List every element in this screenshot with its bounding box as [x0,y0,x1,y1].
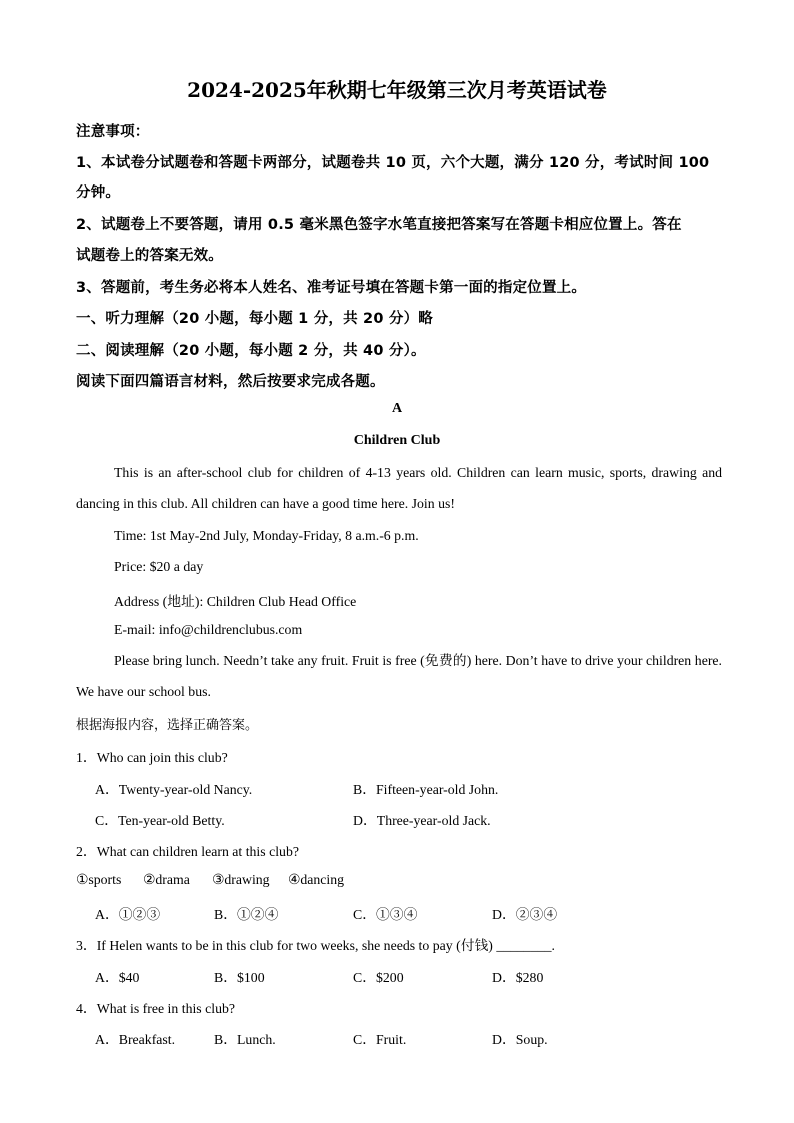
reading-instruction: 阅读下面四篇语言材料，然后按要求完成各题。 [76,374,385,390]
question-3-option-a[interactable]: A．$40 [95,970,140,985]
passage-heading: Children Club [353,433,441,448]
question-2-option-d[interactable]: D．②③④ [492,907,558,922]
notice-item-1-line-2: 分钟。 [76,185,121,201]
question-2-item-drawing: ③drawing [212,872,270,887]
notice-item-1-line-1: 1、本试卷分试题卷和答题卡两部分，试题卷共 10 页，六个大题，满分 120 分，考试时间 100 [76,155,710,171]
notice-item-3: 3、答题前，考生务必将本人姓名、准考证号填在答题卡第一面的指定位置上。 [76,280,587,296]
section-reading: 二、阅读理解（20 小题，每小题 2 分，共 40 分）。 [76,343,426,359]
notice-heading: 注意事项： [76,124,150,140]
question-2-option-c[interactable]: C．①③④ [353,907,418,922]
questions-instruction: 根据海报内容，选择正确答案。 [76,718,259,733]
question-4-stem: 4．What is free in this club? [76,1001,236,1016]
passage-note: Please bring lunch. Needn’t take any fruit. Fruit is free (免费的) here. Don’t have to drive your children here. We have our school bus. [76,653,722,699]
question-4-option-d[interactable]: D．Soup. [492,1032,548,1047]
question-2-item-sports: ①sports [76,872,122,887]
passage-email: E-mail: info@childrenclubus.com [114,622,303,637]
question-3-option-b[interactable]: B．$100 [214,970,265,985]
passage-intro: This is an after-school club for children of 4-13 years old. Children can learn music, sports, drawing and dancing in this club. All children can have a good time here. Join us! [76,465,722,511]
question-3-option-d[interactable]: D．$280 [492,970,544,985]
section-listening: 一、听力理解（20 小题，每小题 1 分，共 20 分）略 [76,311,433,327]
question-1-option-a[interactable]: A．Twenty-year-old Nancy. [95,782,253,797]
question-2-option-a[interactable]: A．①②③ [95,907,161,922]
passage-time: Time: 1st May-2nd July, Monday-Friday, 8 a.m.-6 p.m. [114,528,419,543]
notice-item-2-line-1: 2、试题卷上不要答题，请用 0.5 毫米黑色签字水笔直接把答案写在答题卡相应位置上。答在 [76,217,682,233]
question-1-option-c[interactable]: C．Ten-year-old Betty. [95,813,225,828]
question-2-stem: 2．What can children learn at this club? [76,844,299,859]
question-1-option-d[interactable]: D．Three-year-old Jack. [353,813,491,828]
question-2-item-drama: ②drama [143,872,190,887]
question-2-option-b[interactable]: B．①②④ [214,907,279,922]
exam-title: 2024-2025年秋期七年级第三次月考英语试卷 [187,78,607,102]
question-3-stem: 3．If Helen wants to be in this club for two weeks, she needs to pay (付钱) ________. [76,938,555,953]
question-4-option-a[interactable]: A．Breakfast. [95,1032,176,1047]
question-1-stem: 1．Who can join this club? [76,750,228,765]
passage-address: Address (地址): Children Club Head Office [114,594,357,609]
question-4-option-c[interactable]: C．Fruit. [353,1032,407,1047]
question-1-option-b[interactable]: B．Fifteen-year-old John. [353,782,499,797]
passage-letter: A [391,401,403,416]
question-4-option-b[interactable]: B．Lunch. [214,1032,276,1047]
question-2-item-dancing: ④dancing [288,872,345,887]
notice-item-2-line-2: 试题卷上的答案无效。 [76,248,223,264]
question-3-option-c[interactable]: C．$200 [353,970,404,985]
passage-price: Price: $20 a day [114,559,204,574]
